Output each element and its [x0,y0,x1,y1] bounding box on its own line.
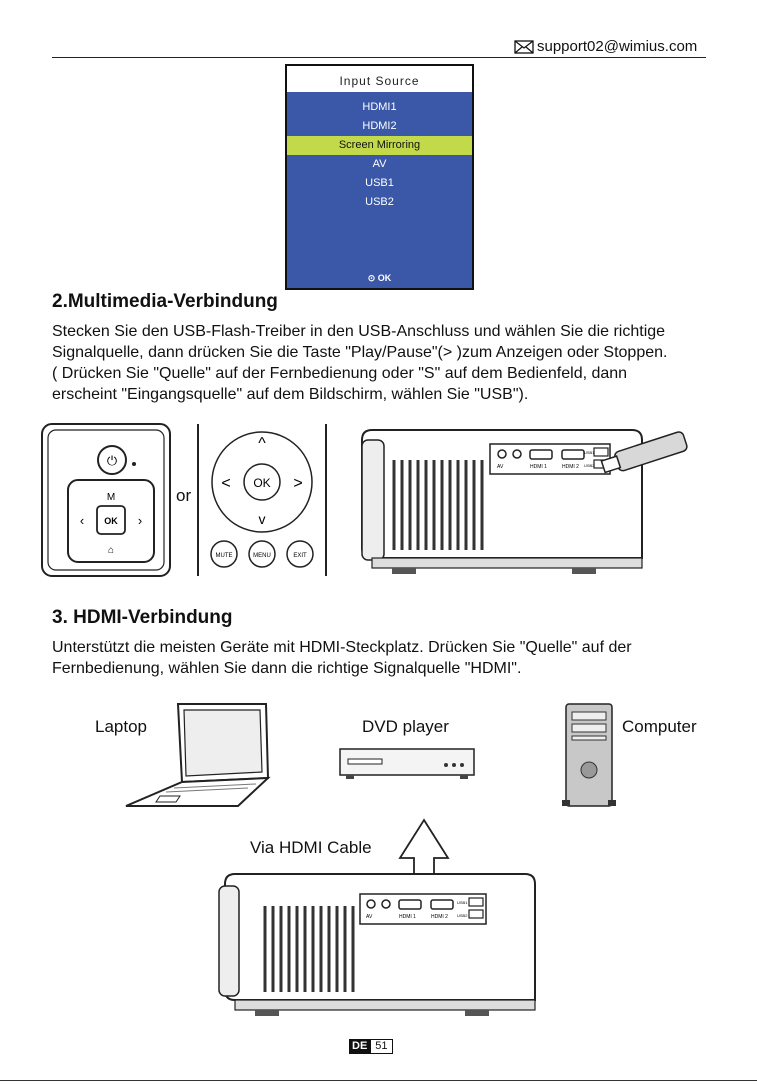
contact-email [514,38,697,55]
menu-item-screen-mirroring: Screen Mirroring [287,136,472,155]
port-label: HDMI 1 [399,914,416,920]
laptop-label: Laptop [95,717,147,736]
svg-text:⌂: ⌂ [107,545,115,556]
dvd-player-label: DVD player [362,717,449,736]
email-text: support02@wimius.com [537,38,698,55]
control-panel-illustration [38,420,173,580]
section-2-heading: 2.Multimedia-Verbindung [52,291,278,312]
svg-text:>: > [293,475,303,492]
input-source-menu [285,64,474,290]
menu-item-usb2: USB2 [365,196,394,208]
section-3-line: Unterstützt die meisten Geräte mit HDMI-Steckplatz. Drücken Sie "Quelle" auf der [52,639,632,656]
header-rule [52,57,706,58]
menu-ok-label: OK [377,273,392,283]
remote-exit-label: EXIT [293,553,307,559]
svg-text:^: ^ [258,435,266,452]
language-badge: DE [349,1039,370,1054]
port-label: USB2 [457,913,468,918]
port-label: USB1 [584,450,595,455]
remote-control-illustration [196,424,328,576]
port-label: HDMI 2 [431,914,448,920]
section-2-line: Signalquelle, dann drücken Sie die Taste "Play/Pause"(> )zum Anzeigen oder Stoppen. [52,344,668,361]
svg-text:⏻: ⏻ [106,454,118,469]
laptop-illustration [120,700,280,810]
section-2-line: Stecken Sie den USB-Flash-Treiber in den USB-Anschluss und wählen Sie die richtige [52,323,666,340]
section-2-line: erscheint "Eingangsquelle" auf dem Bildschirm, wählen Sie "USB"). [52,386,529,403]
svg-text:›: › [137,513,143,528]
section-2-line: ( Drücken Sie "Quelle" auf der Fernbedienung oder "S" auf dem Bedienfeld, dann [52,365,628,382]
ok-circle-icon: ⊙ [367,273,378,283]
computer-tower-illustration [560,700,618,810]
svg-text:‹: ‹ [79,513,85,528]
envelope-icon [514,40,534,54]
port-label: USB1 [457,900,468,905]
or-label: or [176,486,192,505]
dvd-player-illustration [336,745,478,783]
svg-text:M: M [106,492,116,503]
svg-text:<: < [221,475,231,492]
page-number-box [349,1039,393,1054]
menu-title: Input Source [287,66,472,92]
projector-hdmi-illustration [215,862,545,1022]
menu-item-usb1: USB1 [365,177,394,189]
remote-menu-label: MENU [253,553,271,559]
section-2-text [52,321,712,405]
remote-mute-label: MUTE [215,553,233,559]
panel-ok-label: OK [104,516,118,526]
computer-label: Computer [622,717,697,736]
section-3-line: Fernbedienung, wählen Sie dann die richtige Signalquelle "HDMI". [52,660,522,677]
menu-item-hdmi1: HDMI1 [362,101,397,113]
menu-ok-hint [287,273,472,284]
hdmi-cable-label: Via HDMI Cable [250,838,372,857]
port-label: AV [366,914,373,920]
port-label: HDMI 2 [562,464,579,470]
menu-item-hdmi2: HDMI2 [362,120,397,132]
port-label: AV [497,464,504,470]
port-label: USB2 [584,463,595,468]
port-label: HDMI 1 [530,464,547,470]
page-number: 51 [370,1039,392,1054]
menu-item-av: AV [372,158,387,170]
projector-usb-illustration [352,420,697,580]
footer-rule [0,1080,757,1081]
section-3-heading: 3. HDMI-Verbindung [52,607,233,628]
remote-ok-label: OK [253,476,271,490]
svg-text:v: v [258,511,266,527]
section-3-text [52,637,712,679]
